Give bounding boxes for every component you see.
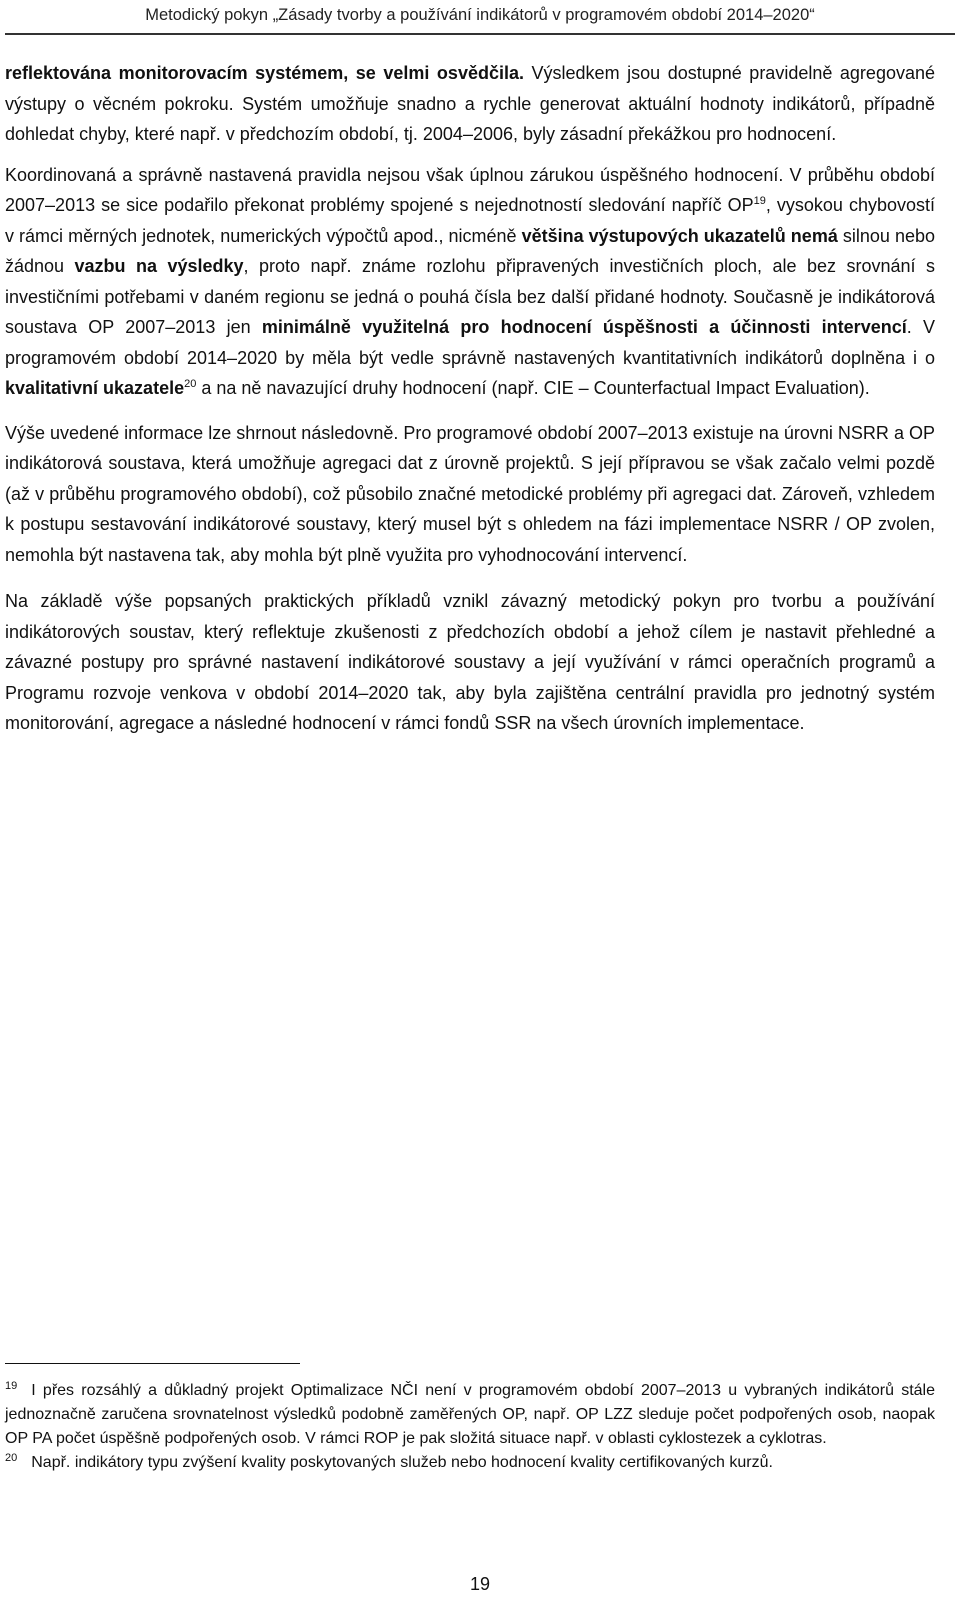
text-run: , vysokou chybovostí v rámci měrných jednotek, numerických výpočtů apod., nicméně xyxy=(5,195,935,246)
text-run: Na základě výše popsaných praktických příkladů vznikl závazný metodický pokyn pro tvorbu a používání indikátorových soustav, který reflektuje zkušenosti z předchozích období a jehož cílem je nastavit přehledné a závazné postupy pro správné nastavení indikátorové soustavy a její využívání v rámci operačních programů a Programu rozvoje venkova v období 2014–2020 tak, aby byla zajištěna centrální pravidla pro jednotný systém monitorování, agregace a následné hodnocení v rámci fondů SSR na všech úrovních implementace. xyxy=(5,591,935,733)
paragraph-3 xyxy=(5,418,935,571)
footnote-ref-19[interactable]: 19 xyxy=(753,195,766,207)
bold-phrase: kvalitativní ukazatele xyxy=(5,378,185,398)
bold-phrase: minimálně využitelná pro hodnocení úspěšnosti a účinnosti intervencí xyxy=(261,317,907,337)
footnote-19 xyxy=(5,1379,935,1451)
running-header: Metodický pokyn „Zásady tvorby a používání indikátorů v programovém období 2014–2020“ xyxy=(145,6,815,24)
body-text xyxy=(5,58,935,739)
footnote-ref-20[interactable]: 20 xyxy=(184,378,197,390)
footnotes xyxy=(5,1379,935,1475)
footnote-text: I přes rozsáhlý a důkladný projekt Optimalizace NČI není v programovém období 2007–2013 u vybraných indikátorů stále jednoznačně zaručena srovnatelnost výsledků podobně zaměřených OP, např. OP LZZ sleduje počet podpořených osob, naopak OP PA počet úspěšně podpořených osob. V rámci ROP je pak složitá situace např. v oblasti cyklostezek a cyklotras. xyxy=(5,1382,935,1447)
text-run: Výše uvedené informace lze shrnout následovně. Pro programové období 2007–2013 existuje na úrovni NSRR a OP indikátorová soustava, která umožňuje agregaci dat z úrovně projektů. S její přípravou se však začalo velmi pozdě (až v průběhu programového období), což působilo značné metodické problémy při agregaci dat. Zároveň, vzhledem k postupu sestavování indikátorové soustavy, který musel být s ohledem na fázi implementace NSRR / OP zvolen, nemohla být nastavena tak, aby mohla být plně využita pro vyhodnocování intervencí. xyxy=(5,422,935,565)
text-run: Koordinovaná a správně nastavená pravidla nejsou však úplnou zárukou úspěšného hodnocení. V průběhu období 2007–2013 se sice podařilo překonat problémy spojené s nejednotností sledování napříč OP xyxy=(5,164,935,215)
footnote-divider xyxy=(5,1363,300,1364)
text-run: a na ně navazující druhy hodnocení (např. CIE – Counterfactual Impact Evaluation). xyxy=(196,378,870,398)
header-divider xyxy=(5,33,955,35)
text-run: . V programovém období 2014–2020 by měla být vedle správně nastavených kvantitativních indikátorů doplněna i o xyxy=(5,317,935,368)
footnote-mark: 19 xyxy=(5,1379,18,1392)
bold-phrase: reflektována monitorovacím systémem, se velmi osvědčila. xyxy=(5,63,524,83)
paragraph-1 xyxy=(5,58,935,150)
bold-phrase: vazbu na výsledky xyxy=(74,256,244,276)
bold-phrase: většina výstupových ukazatelů nemá xyxy=(521,225,838,246)
paragraph-4 xyxy=(5,586,935,739)
text-run: silnou nebo žádnou xyxy=(5,225,936,276)
page-number: 19 xyxy=(469,1574,491,1594)
text-run: , proto např. známe rozlohu připravených investičních ploch, ale bez srovnání s investičními potřebami v daném regionu se jedná o pouhá čísla bez další přidané hodnoty. Současně je indikátorová soustava OP 2007–2013 jen xyxy=(5,256,935,337)
footnote-text: Např. indikátory typu zvýšení kvality poskytovaných služeb nebo hodnocení kvality certifikovaných kurzů. xyxy=(31,1454,773,1471)
text-run: Výsledkem jsou dostupné pravidelně agregované výstupy o věcném pokroku. Systém umožňuje snadno a rychle generovat aktuální hodnoty indikátorů, případně dohledat chyby, které např. v předchozím období, tj. 2004–2006, byly zásadní překážkou pro hodnocení. xyxy=(5,63,935,144)
paragraph-2 xyxy=(5,160,935,404)
footnote-20 xyxy=(5,1451,935,1475)
footnote-mark: 20 xyxy=(5,1451,18,1464)
